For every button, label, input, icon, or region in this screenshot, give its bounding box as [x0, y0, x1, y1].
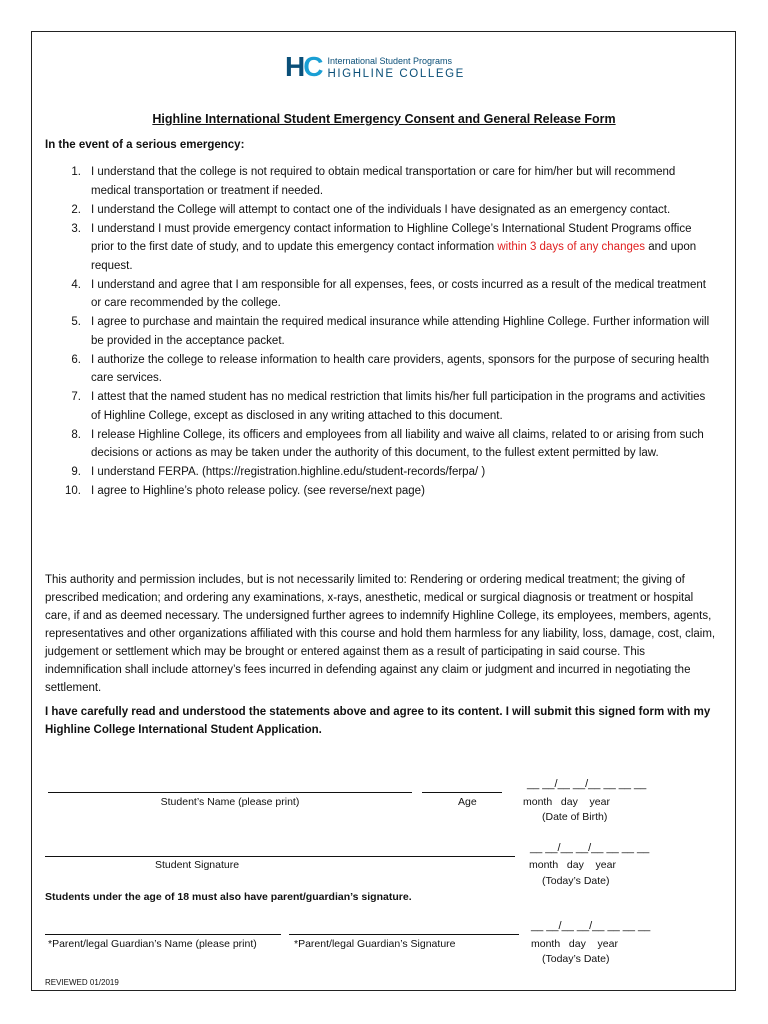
guardian-date-field[interactable]: __ __/__ __/__ __ __ __	[531, 920, 651, 932]
student-name-line[interactable]	[48, 792, 412, 793]
dob-parts-label: month day year	[523, 796, 610, 808]
list-item: 2. I understand the College will attempt to contact one of the individuals I have designated as an emergency contact.	[71, 203, 671, 216]
dob-label: (Date of Birth)	[542, 811, 608, 823]
list-item: 10. I agree to Highline’s photo release policy. (see reverse/next page)	[65, 485, 425, 497]
student-signature-line[interactable]	[45, 856, 515, 857]
list-item: 1. I understand that the college is not required to obtain medical transportation or care for him/her but will recommend medical transportation or treatment if needed.	[71, 166, 676, 197]
list-item: 5. I agree to purchase and maintain the required medical insurance while attending Highline College. Further information will be provided in the acceptance packet.	[71, 316, 710, 347]
reviewed-date: REVIEWED 01/2019	[45, 978, 119, 987]
list-item: 9. I understand FERPA. (https://registration.highline.edu/student-records/ferpa/ )	[71, 466, 486, 478]
student-date-field[interactable]: __ __/__ __/__ __ __ __	[530, 842, 650, 854]
intro-heading: In the event of a serious emergency:	[45, 139, 245, 151]
list-item: 7. I attest that the named student has no medical restriction that limits his/her full participation in the programs and activities of Highline College, except as disclosed in any writing attached to this document.	[71, 391, 706, 422]
deadline-highlight: within 3 days of any changes	[497, 241, 646, 253]
student-date-label: (Today’s Date)	[542, 875, 610, 887]
guardian-signature-label: *Parent/legal Guardian’s Signature	[294, 938, 456, 950]
age-label: Age	[458, 796, 477, 808]
list-item: 8. I release Highline College, its officers and employees from all liability and waive all claims, related to or arising from such decisions or actions as may be taken under the authority of this document, to the fullest extent permitted by law.	[71, 428, 704, 459]
guardian-name-line[interactable]	[45, 934, 281, 935]
list-item: 4. I understand and agree that I am responsible for all expenses, fees, or costs incurred as a result of the medical treatment or care recommended by the college.	[71, 278, 706, 309]
authority-paragraph: This authority and permission includes, but is not necessarily limited to: Rendering or ordering medical treatment; the giving of prescribed medication; and ordering any examinations, x-rays, anesthetic, medical or surgical diagnosis or treatment or hospital care, if and as deemed necessary. The undersigned further agrees to indemnify Highline College, its employees, members, agents, representatives and other organizations affiliated with this course and hold them harmless for any liability, loss, damage, cost, claim, judgement or settlement which may be brought or entered against them as a result of participating in said course. This indemnification shall include attorney’s fees incurred in defending against any claim or judgment and incurred in negotiating the settlement.	[45, 574, 716, 694]
form-title: Highline International Student Emergency Consent and General Release Form	[152, 112, 616, 126]
guardian-date-parts-label: month day year	[531, 938, 618, 950]
logo-program-name: International Student Programs	[327, 55, 453, 66]
consent-list	[45, 163, 715, 501]
guardian-date-label: (Today’s Date)	[542, 953, 610, 965]
hc-logo-mark: HC	[285, 51, 322, 82]
logo-college-name: HIGHLINE COLLEGE	[327, 67, 465, 80]
agreement-statement: I have carefully read and understood the statements above and agree to its content. I will submit this signed form with my Highline College International Student Application.	[45, 706, 711, 736]
list-item: 6. I authorize the college to release information to health care providers, agents, sponsors for the purpose of securing health care services.	[71, 353, 710, 384]
college-logo	[285, 51, 465, 83]
student-signature-label: Student Signature	[155, 859, 240, 871]
minor-notice: Students under the age of 18 must also have parent/guardian’s signature.	[45, 891, 412, 903]
age-line[interactable]	[422, 792, 502, 793]
guardian-signature-line[interactable]	[289, 934, 519, 935]
list-item: 3. I understand I must provide emergency contact information to Highline College’s International Student Programs office prior to the first date of study, and to update this emergency contact information within 3 days of any changes and upon request.	[71, 222, 697, 272]
student-name-label: Student’s Name (please print)	[160, 796, 300, 808]
dob-field[interactable]: __ __/__ __/__ __ __ __	[527, 778, 647, 790]
guardian-name-label: *Parent/legal Guardian’s Name (please print)	[48, 938, 257, 950]
student-date-parts-label: month day year	[529, 859, 616, 871]
